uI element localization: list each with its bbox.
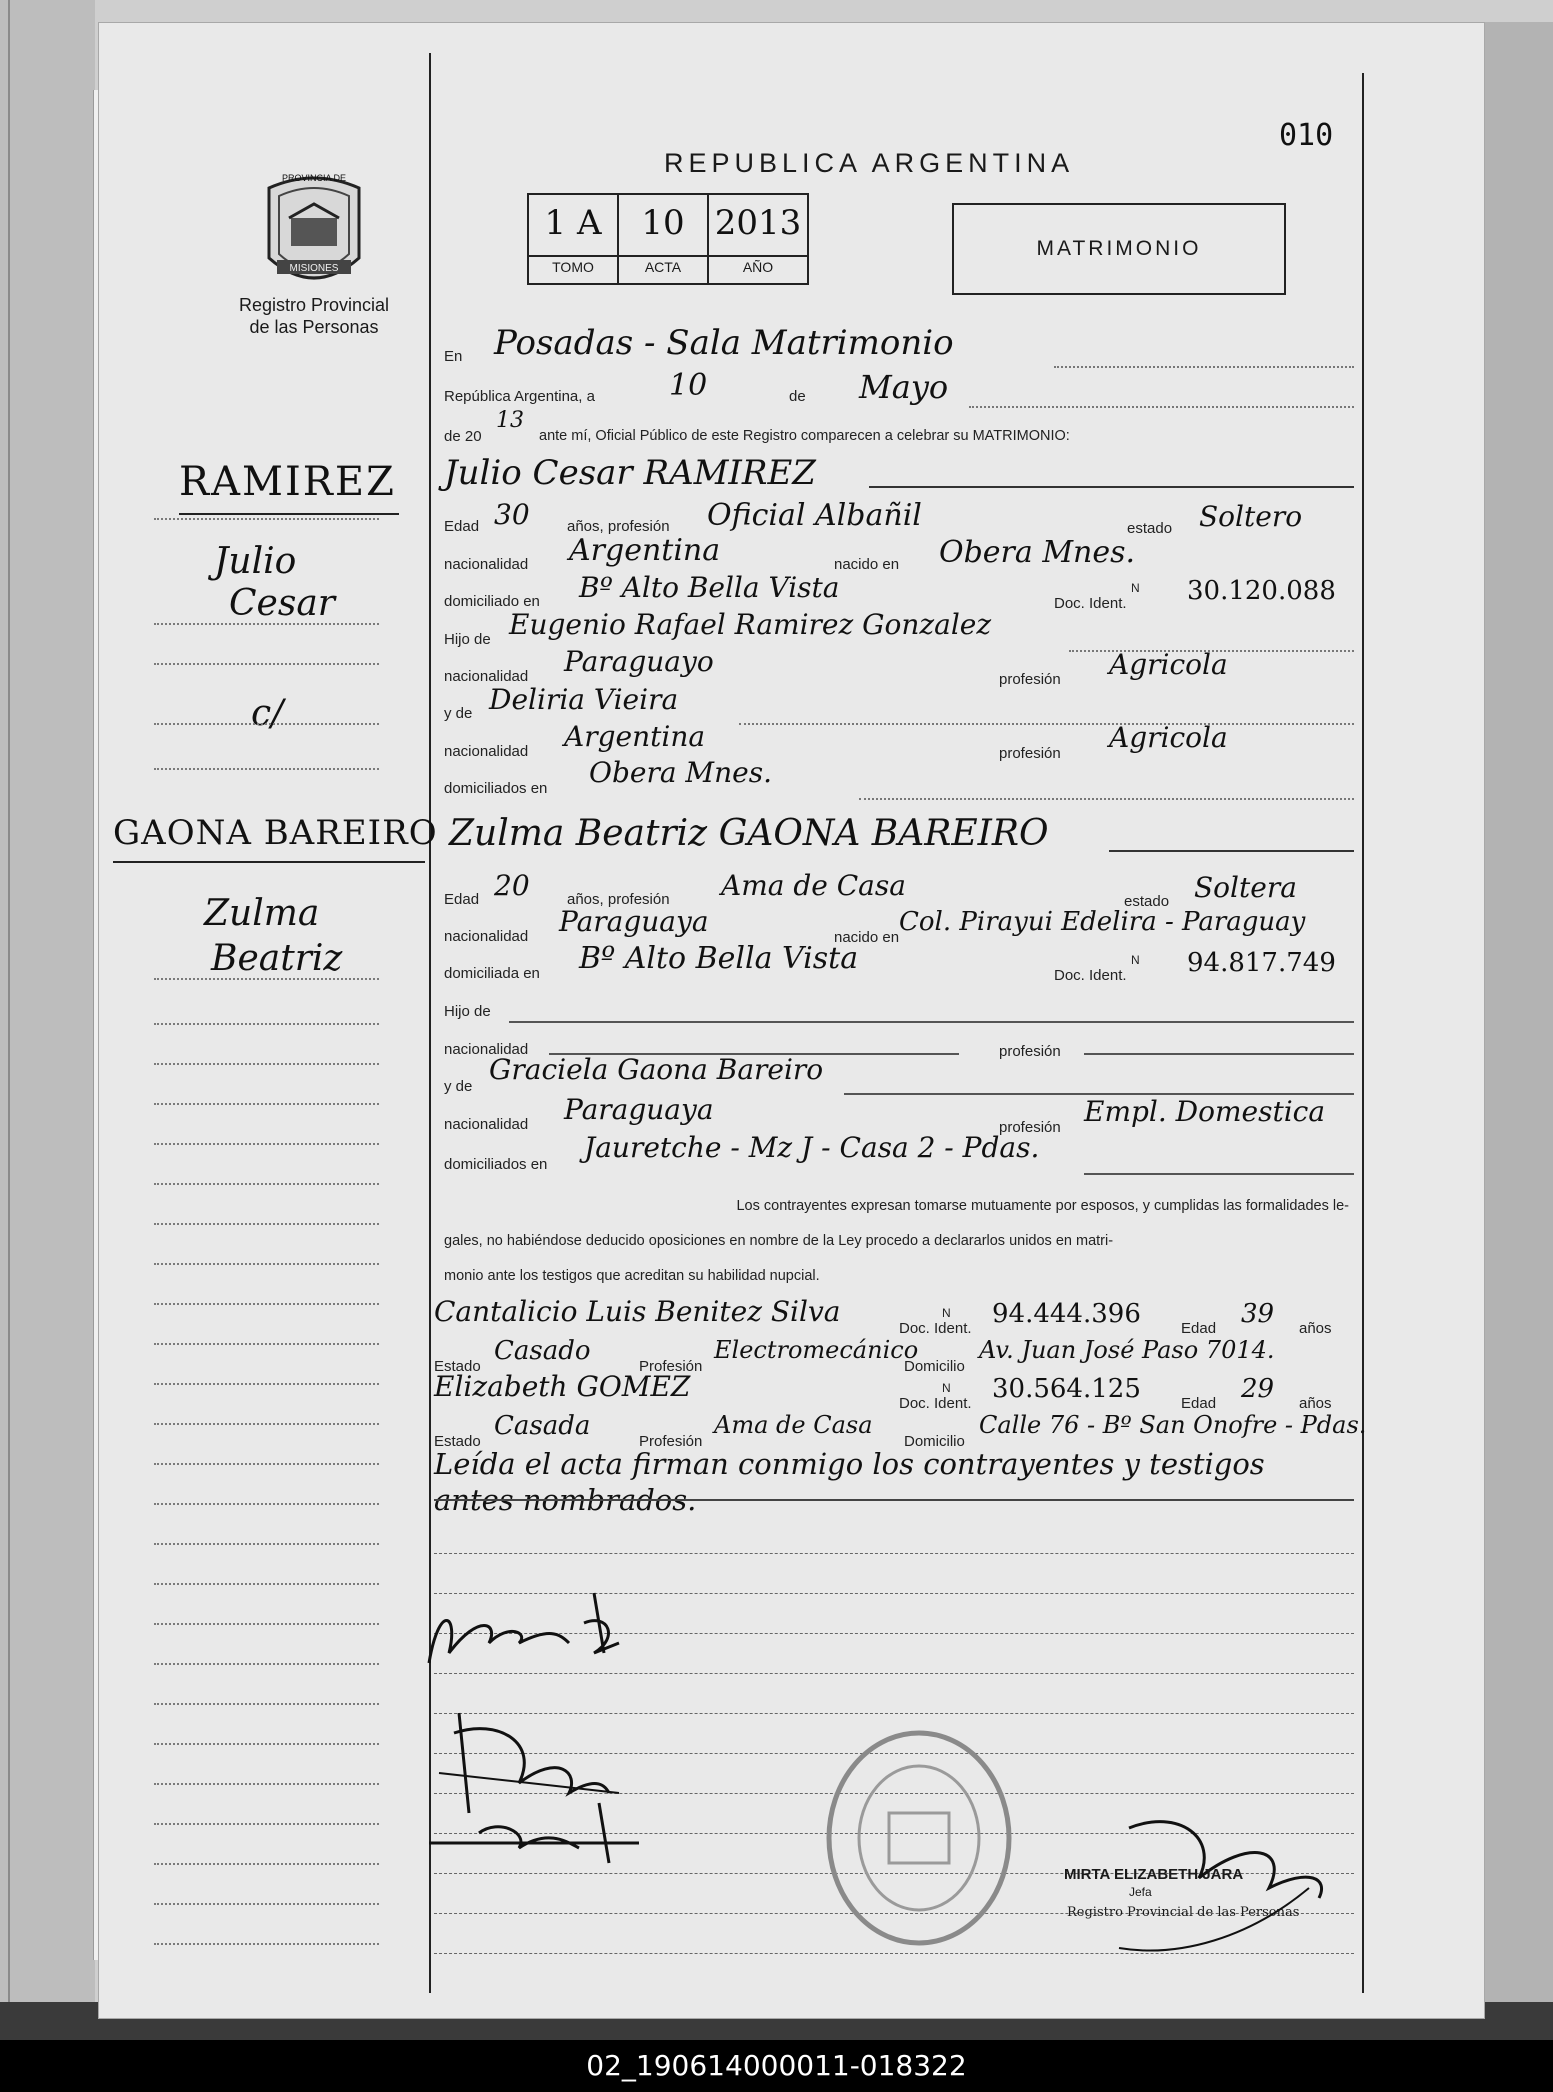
bride-domicilio: Bº Alto Bella Vista [579, 941, 859, 976]
margin-rule [154, 1863, 379, 1865]
witness1-doc-label: Doc. Ident. [899, 1320, 972, 1337]
groom-edad: 30 [494, 498, 530, 531]
bride-parents-dom: Jauretche - Mz J - Casa 2 - Pdas. [584, 1131, 1040, 1164]
groom-estado: Soltero [1199, 500, 1303, 533]
witness1-edad: 39 [1241, 1299, 1275, 1329]
groom-domicilio: Bº Alto Bella Vista [579, 571, 840, 604]
bride-mother-prof-label: profesión [999, 1119, 1061, 1136]
bride-doc-sup: N [1131, 953, 1140, 967]
field-rule [1084, 1053, 1354, 1055]
margin-rule [154, 1583, 379, 1585]
acta-label: ACTA [644, 259, 682, 275]
groom-mother-nac-label: nacionalidad [444, 743, 529, 760]
margin-underline [179, 513, 399, 515]
field-rule [1084, 1173, 1354, 1175]
de-label: de [789, 388, 806, 405]
margin-rule [154, 1623, 379, 1625]
witness1-dom-label: Domicilio [904, 1358, 965, 1375]
groom-profesion: Oficial Albañil [707, 498, 922, 533]
field-rule [969, 406, 1354, 408]
margin-rule [154, 1343, 379, 1345]
field-rule [869, 486, 1354, 488]
bride-nac-label: nacionalidad [444, 928, 529, 945]
witness2-dom-label: Domicilio [904, 1433, 965, 1450]
margin-bride-surname: GAONA BAREIRO [113, 813, 438, 853]
declaration-line2: gales, no habiéndose deducido oposiciones en nombre de la Ley procedo a declararlos unidos en matri- [444, 1233, 1114, 1249]
margin-bride-name1: Zulma [204, 893, 320, 934]
doc-type-box [952, 203, 1286, 295]
country-heading: REPUBLICA ARGENTINA [664, 148, 1075, 178]
place-value: Posadas - Sala Matrimonio [494, 323, 954, 363]
bride-mother-nac-label: nacionalidad [444, 1116, 529, 1133]
registry-name-line2: de las Personas [249, 317, 379, 337]
groom-estado-label: estado [1127, 520, 1173, 537]
margin-rule [154, 1463, 379, 1465]
bride-estado-label: estado [1124, 893, 1170, 910]
groom-mother-nac: Argentina [564, 720, 706, 753]
margin-rule [154, 1743, 379, 1745]
field-rule [1109, 850, 1354, 852]
groom-edad-label: Edad [444, 518, 480, 535]
groom-parents-dom: Obera Mnes. [589, 756, 772, 789]
groom-parents-dom-label: domiciliados en [444, 780, 548, 797]
witness1-profesion: Electromecánico [714, 1336, 919, 1364]
witness2-estado-label: Estado [434, 1433, 481, 1450]
groom-mother-prof-label: profesión [999, 745, 1061, 762]
witness1-name: Cantalicio Luis Benitez Silva [434, 1295, 841, 1328]
witness2-doc: 30.564.125 [992, 1374, 1141, 1404]
margin-rule [154, 1903, 379, 1905]
witness1-anios-label: años [1299, 1320, 1332, 1337]
right-frame-line [1362, 73, 1364, 1993]
witness2-edad: 29 [1241, 1374, 1275, 1404]
margin-rule [154, 723, 379, 725]
bride-nacionalidad: Paraguaya [559, 905, 709, 938]
margin-rule [154, 1503, 379, 1505]
box-divider [529, 255, 807, 257]
tomo-label: TOMO [552, 259, 594, 275]
declaration-line1: Los contrayentes expresan tomarse mutuamente por esposos, y cumplidas las formalidades le- [736, 1198, 1349, 1214]
registry-name-line1: Registro Provincial [238, 295, 390, 315]
groom-father-nac-label: nacionalidad [444, 668, 529, 685]
margin-rule [154, 1943, 379, 1945]
witness1-doc-sup: N [942, 1306, 951, 1320]
bride-edad-label: Edad [444, 891, 480, 908]
en-label: En [444, 348, 463, 365]
bride-profesion: Ama de Casa [721, 869, 906, 902]
tomo-value: 1 A [544, 203, 602, 243]
bride-doc: 94.817.749 [1187, 948, 1336, 978]
field-rule [1054, 366, 1354, 368]
bride-father-prof-label: profesión [999, 1043, 1061, 1060]
appear-text: ante mí, Oficial Público de este Registro comparecen a celebrar su MATRIMONIO: [539, 428, 1070, 444]
signatures-scribble [419, 1543, 699, 1883]
page-fold-line [8, 0, 10, 2040]
margin-rule [154, 1183, 379, 1185]
declaration-line3: monio ante los testigos que acreditan su habilidad nupcial. [444, 1268, 820, 1284]
margin-rule [154, 1303, 379, 1305]
bride-mother-nac: Paraguaya [564, 1093, 714, 1126]
bride-mother-prof: Empl. Domestica [1084, 1095, 1326, 1128]
groom-father-label: Hijo de [444, 631, 491, 648]
witness1-prof-label: Profesión [639, 1358, 703, 1375]
margin-rule [154, 1543, 379, 1545]
groom-dom-label: domiciliado en [444, 593, 540, 610]
groom-nacido: Obera Mnes. [939, 535, 1136, 570]
bride-dom-label: domiciliada en [444, 965, 540, 982]
republic-label: República Argentina, a [444, 388, 595, 405]
margin-groom-name2: Cesar [229, 583, 335, 624]
witness2-doc-sup: N [942, 1381, 951, 1395]
groom-doc-sup: N [1131, 581, 1140, 595]
field-rule [739, 723, 1354, 725]
witness1-doc: 94.444.396 [992, 1299, 1141, 1329]
margin-rule [154, 518, 379, 520]
margin-underline [113, 861, 425, 863]
margin-rule [154, 1143, 379, 1145]
groom-father-nac: Paraguayo [564, 645, 714, 678]
groom-full-name: Julio Cesar RAMIREZ [444, 453, 816, 493]
witness2-profesion: Ama de Casa [714, 1411, 873, 1439]
officer-name: MIRTA ELIZABETH JARA [1064, 1866, 1244, 1883]
margin-rule [154, 1703, 379, 1705]
margin-rule [154, 663, 379, 665]
month-value: Mayo [859, 368, 949, 406]
groom-father: Eugenio Rafael Ramirez Gonzalez [509, 608, 992, 641]
margin-rule [154, 1383, 379, 1385]
official-round-stamp [819, 1723, 1019, 1953]
margin-rule [154, 623, 379, 625]
margin-rule [154, 1023, 379, 1025]
bride-parents-dom-label: domiciliados en [444, 1156, 548, 1173]
witness2-name: Elizabeth GOMEZ [434, 1370, 691, 1403]
previous-page-edge [0, 0, 95, 2040]
margin-rule [154, 1223, 379, 1225]
field-rule [509, 1021, 1354, 1023]
margin-groom-surname: RAMIREZ [179, 459, 396, 505]
margin-rule [154, 1823, 379, 1825]
doc-type-label: MATRIMONIO [1036, 237, 1202, 260]
bride-father-nac-label: nacionalidad [444, 1041, 529, 1058]
groom-mother-label: y de [444, 705, 473, 722]
groom-mother-prof: Agricola [1109, 721, 1228, 754]
witness2-doc-label: Doc. Ident. [899, 1395, 972, 1412]
witness2-edad-label: Edad [1181, 1395, 1217, 1412]
file-id-footer: 02_190614000011-018322 [0, 2040, 1553, 2092]
margin-rule [154, 768, 379, 770]
margin-bride-name2: Beatriz [211, 938, 343, 979]
field-rule [434, 1499, 1354, 1501]
groom-anios-prof-label: años, profesión [567, 518, 670, 535]
page-number: 010 [1279, 118, 1334, 153]
witness2-domicilio: Calle 76 - Bº San Onofre - Pdas. [979, 1411, 1367, 1439]
anio-label: AÑO [742, 259, 774, 275]
groom-mother: Deliria Vieira [489, 683, 679, 716]
margin-rule [154, 1663, 379, 1665]
seal-text-bottom: MISIONES [289, 263, 339, 274]
witness2-anios-label: años [1299, 1395, 1332, 1412]
record-number-box [527, 193, 809, 285]
witness1-estado: Casado [494, 1336, 591, 1366]
officer-org: Registro Provincial de las Personas [1067, 1905, 1300, 1920]
margin-rule [154, 1103, 379, 1105]
page-right-edge [1484, 22, 1553, 2017]
bride-estado: Soltera [1194, 871, 1297, 904]
groom-nacido-label: nacido en [834, 556, 900, 573]
margin-rule [154, 1063, 379, 1065]
groom-father-prof-label: profesión [999, 671, 1061, 688]
bride-nacido-label: nacido en [834, 929, 900, 946]
margin-connector: c/ [251, 693, 284, 734]
anio-value: 2013 [714, 203, 802, 243]
seal-text-top: PROVINCIA DE [281, 173, 346, 183]
witness1-domicilio: Av. Juan José Paso 7014. [979, 1336, 1275, 1364]
witness2-prof-label: Profesión [639, 1433, 703, 1450]
acta-value: 10 [641, 203, 685, 243]
bride-father-label: Hijo de [444, 1003, 491, 1020]
bride-mother-label: y de [444, 1078, 473, 1095]
marriage-certificate-sheet [98, 22, 1485, 2019]
bride-anios-prof-label: años, profesión [567, 891, 670, 908]
groom-father-prof: Agricola [1109, 648, 1228, 681]
bride-full-name: Zulma Beatriz GAONA BAREIRO [449, 813, 1049, 854]
margin-rule [154, 978, 379, 980]
groom-doc-label: Doc. Ident. [1054, 595, 1127, 612]
provincial-seal-logo [259, 168, 369, 298]
witness1-estado-label: Estado [434, 1358, 481, 1375]
groom-doc: 30.120.088 [1187, 576, 1336, 606]
bride-doc-label: Doc. Ident. [1054, 967, 1127, 984]
year-suffix-value: 13 [496, 408, 524, 433]
groom-nac-label: nacionalidad [444, 556, 529, 573]
closing-line2: antes nombrados. [434, 1483, 697, 1517]
bride-nacido: Col. Pirayui Edelira - Paraguay [899, 907, 1306, 937]
officer-title: Jefa [1129, 1885, 1152, 1899]
groom-nacionalidad: Argentina [569, 533, 721, 568]
margin-rule [154, 1423, 379, 1425]
witness2-estado: Casada [494, 1411, 591, 1441]
margin-rule [154, 1783, 379, 1785]
day-value: 10 [669, 368, 708, 403]
year-prefix-label: de 20 [444, 428, 482, 445]
closing-line1: Leída el acta firman conmigo los contrayentes y testigos [434, 1447, 1265, 1481]
margin-rule [154, 1263, 379, 1265]
witness1-edad-label: Edad [1181, 1320, 1217, 1337]
margin-groom-name1: Julio [214, 541, 297, 582]
bride-mother: Graciela Gaona Bareiro [489, 1053, 824, 1086]
field-rule [859, 798, 1354, 800]
bride-edad: 20 [494, 869, 530, 902]
